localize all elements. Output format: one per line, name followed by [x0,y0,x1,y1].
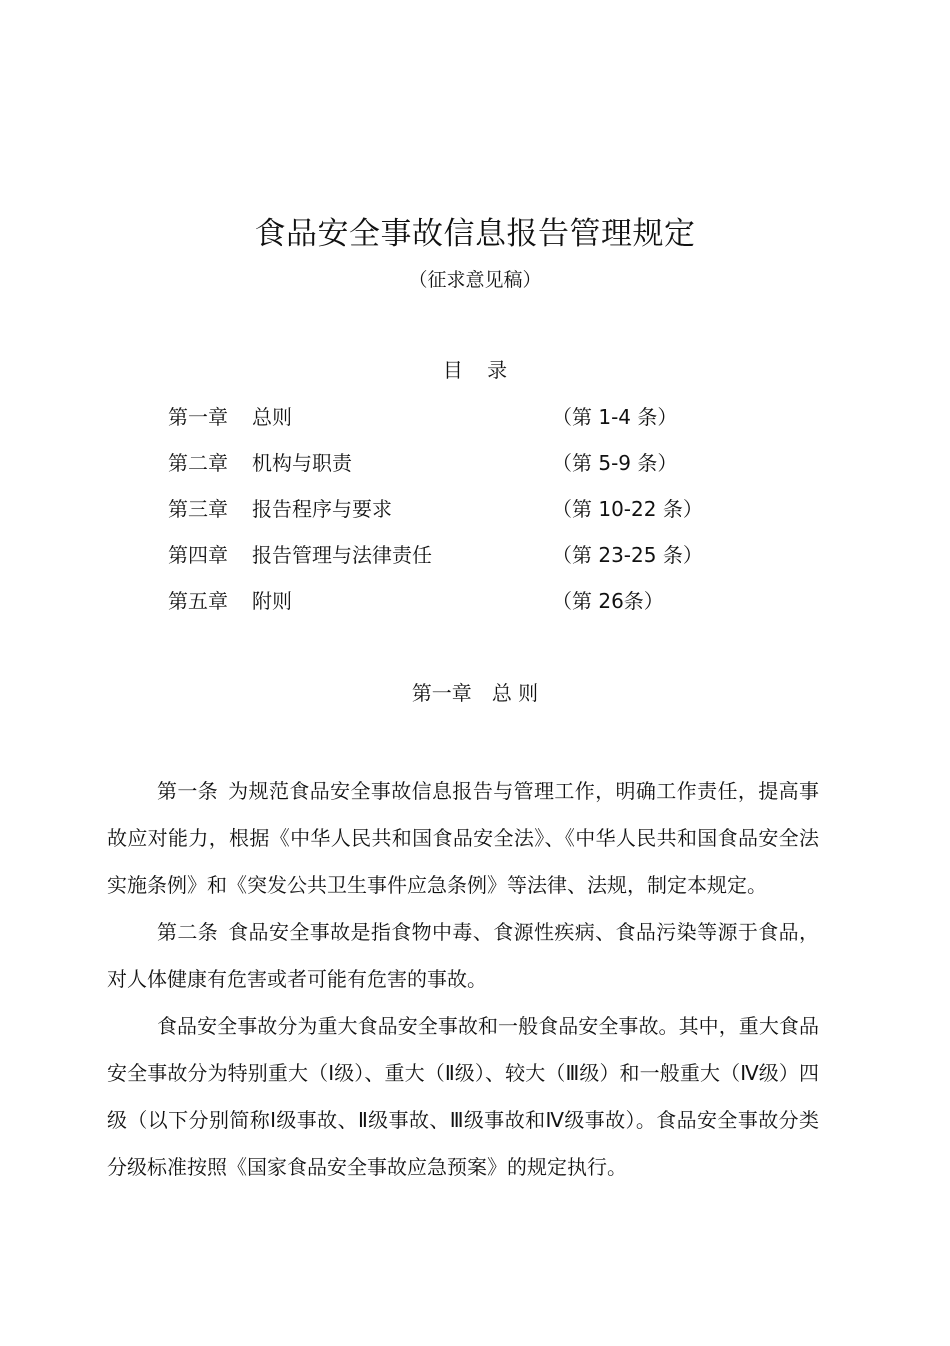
toc-row [168,494,728,540]
toc-row [168,448,728,494]
toc-article-range: （第 1-4 条） [552,405,678,429]
table-of-contents [168,402,728,632]
article-text: 为规范食品安全事故信息报告与管理工作，明确工作责任，提高事故应对能力，根据《中华人民共和国食品安全法》、《中华人民共和国食品安全法实施条例》和《突发公共卫生事件应急条例》等法律、法规，制定本规定。 [107,779,820,897]
chapter-heading [0,678,950,708]
toc-chapter-number: 第一章 [168,405,228,429]
chapter-name: 总 则 [491,681,539,705]
toc-article-range: （第 10-22 条） [552,497,703,521]
article-paragraph [107,768,819,909]
article-text: 食品安全事故是指食物中毒、食源性疾病、食品污染等源于食品，对人体健康有危害或者可能有危害的事故。 [107,920,820,991]
toc-chapter-number: 第四章 [168,543,228,567]
toc-chapter-name: 报告程序与要求 [252,497,392,521]
toc-chapter-number: 第二章 [168,451,228,475]
chapter-body [107,768,819,1191]
article-paragraph [107,909,819,1003]
toc-chapter-number: 第三章 [168,497,228,521]
chapter-number: 第一章 [411,681,472,705]
toc-article-range: （第 5-9 条） [552,451,678,475]
toc-row [168,402,728,448]
toc-chapter-number: 第五章 [168,589,228,613]
body-paragraph: 食品安全事故分为重大食品安全事故和一般食品安全事故。其中，重大食品安全事故分为特别重大（Ⅰ级）、重大（Ⅱ级）、较大（Ⅲ级）和一般重大（Ⅳ级）四级（以下分别简称Ⅰ级事故、Ⅱ级事故、Ⅲ级事故和Ⅳ级事故）。食品安全事故分类分级标准按照《国家食品安全事故应急预案》的规定执行。 [107,1014,819,1179]
document-subtitle: （征求意见稿） [408,269,542,291]
toc-chapter-name: 附则 [252,589,292,613]
article-label: 第一条 [157,779,219,803]
toc-row [168,586,728,632]
document-title: 食品安全事故信息报告管理规定 [254,216,696,252]
toc-chapter-name: 机构与职责 [252,451,352,475]
toc-chapter-name: 报告管理与法律责任 [252,543,432,567]
article-label: 第二条 [157,920,219,944]
toc-chapter-name: 总则 [252,405,292,429]
toc-article-range: （第 26条） [552,589,664,613]
toc-heading: 目 录 [442,358,508,382]
toc-article-range: （第 23-25 条） [552,543,703,567]
toc-row [168,540,728,586]
